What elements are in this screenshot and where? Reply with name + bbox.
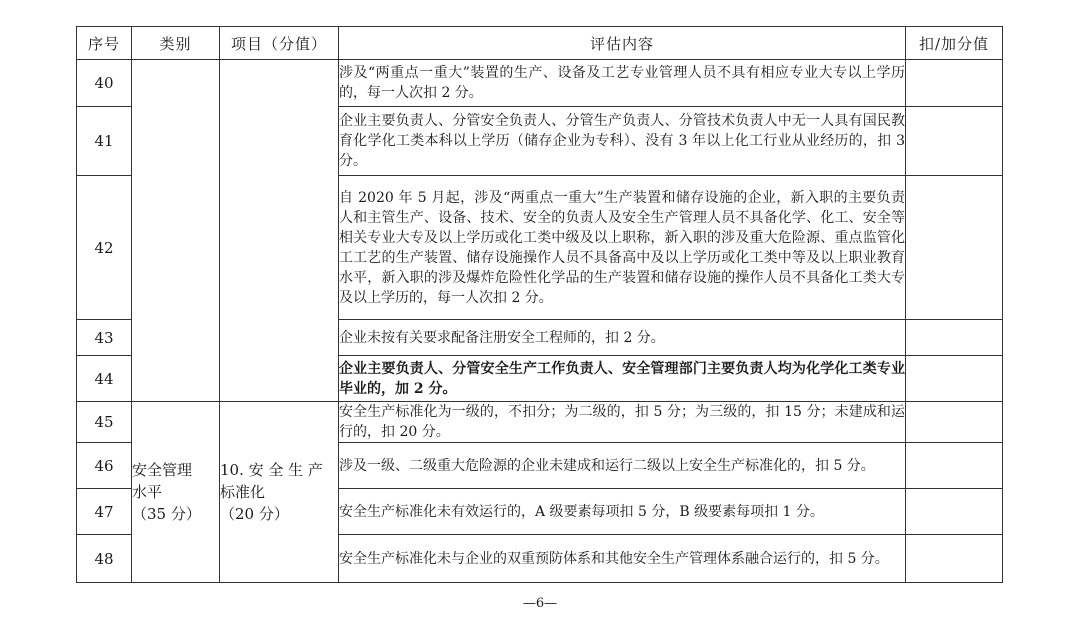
- category-line: 水平: [132, 483, 163, 501]
- row-number: 40: [77, 60, 132, 107]
- score-cell: [906, 356, 1003, 402]
- evaluation-content: 安全生产标准化未有效运行的，A 级要素每项扣 5 分，B 级要素每项扣 1 分。: [339, 489, 906, 535]
- project-line: 10. 安 全 生 产: [220, 461, 323, 479]
- category-cell-empty: [132, 60, 220, 402]
- score-cell: [906, 176, 1003, 320]
- row-number: 46: [77, 443, 132, 489]
- score-cell: [906, 60, 1003, 107]
- row-number: 42: [77, 176, 132, 320]
- evaluation-content: 企业未按有关要求配备注册安全工程师的，扣 2 分。: [339, 320, 906, 356]
- score-cell: [906, 107, 1003, 176]
- score-cell: [906, 443, 1003, 489]
- score-cell: [906, 402, 1003, 443]
- table-row: [77, 60, 1003, 107]
- project-cell-empty: [220, 60, 339, 402]
- evaluation-content: 安全生产标准化为一级的，不扣分；为二级的，扣 5 分；为三级的，扣 15 分；未建成和运行的，扣 20 分。: [339, 402, 906, 443]
- evaluation-content: 涉及“两重点一重大”装置的生产、设备及工艺专业管理人员不具有相应专业大专以上学历的，每一人次扣 2 分。: [339, 60, 906, 107]
- header-row: [77, 27, 1003, 60]
- row-number: 44: [77, 356, 132, 402]
- row-number: 43: [77, 320, 132, 356]
- project-score: （20 分）: [220, 505, 289, 523]
- row-number: 47: [77, 489, 132, 535]
- category-score: （35 分）: [132, 505, 201, 523]
- evaluation-content-bonus: 企业主要负责人、分管安全生产工作负责人、安全管理部门主要负责人均为化学化工类专业毕业的，加 2 分。: [339, 356, 906, 402]
- row-number: 41: [77, 107, 132, 176]
- evaluation-content: 安全生产标准化未与企业的双重预防体系和其他安全生产管理体系融合运行的，扣 5 分。: [339, 535, 906, 583]
- page-number: —6—: [522, 596, 558, 611]
- project-cell: [220, 402, 339, 583]
- table-row: [77, 402, 1003, 443]
- row-number: 48: [77, 535, 132, 583]
- category-line: 安全管理: [132, 461, 193, 479]
- header-project: 项目（分值）: [220, 27, 339, 60]
- header-score: 扣/加分值: [906, 27, 1003, 60]
- evaluation-content: 涉及一级、二级重大危险源的企业未建成和运行二级以上安全生产标准化的，扣 5 分。: [339, 443, 906, 489]
- row-number: 45: [77, 402, 132, 443]
- score-cell: [906, 320, 1003, 356]
- score-cell: [906, 535, 1003, 583]
- header-no: 序号: [77, 27, 132, 60]
- project-line: 标准化: [220, 483, 266, 501]
- evaluation-table: [76, 26, 1003, 583]
- header-category: 类别: [132, 27, 220, 60]
- score-cell: [906, 489, 1003, 535]
- category-cell: [132, 402, 220, 583]
- evaluation-content: 企业主要负责人、分管安全负责人、分管生产负责人、分管技术负责人中无一人具有国民教育化学化工类本科以上学历（储存企业为专科）、没有 3 年以上化工行业从业经历的，扣 3 分。: [339, 107, 906, 176]
- header-content: 评估内容: [339, 27, 906, 60]
- evaluation-content: 自 2020 年 5 月起，涉及“两重点一重大”生产装置和储存设施的企业，新入职的主要负责人和主管生产、设备、技术、安全的负责人及安全生产管理人员不具备化学、化工、安全等相关专业大专及以上学历或化工类中级及以上职称，新入职的涉及重大危险源、重点监管化工工艺的生产装置、储存设施操作人员不具备高中及以上学历或化工类中等及以上职业教育水平，新入职的涉及爆炸危险性化学品的生产装置和储存设施的操作人员不具备化工类大专及以上学历的，每一人次扣 2 分。: [339, 176, 906, 320]
